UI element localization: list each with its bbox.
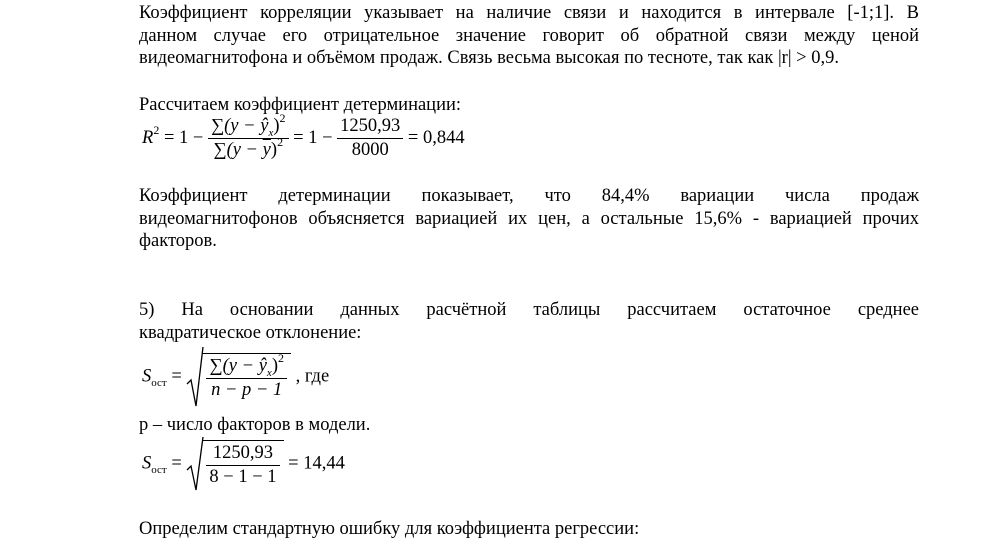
- formula-fraction: [206, 443, 279, 488]
- text-line: данном случае его отрицательное значение говорит об обратной связи между ценой: [139, 25, 919, 46]
- document-page: [139, 0, 919, 545]
- formula-r-squared: [142, 111, 465, 161]
- sqrt-body: [202, 440, 283, 488]
- numerator-subscript: x: [266, 367, 272, 379]
- fraction-numerator: [206, 351, 287, 379]
- formula-symbol: S: [142, 366, 152, 387]
- formula-sqrt: [186, 346, 291, 408]
- paragraph-residual-heading: [139, 299, 919, 344]
- text-line: видеомагнитофонов объясняется вариацией их цен, а остальные 15,6% - вариацией прочих: [139, 208, 919, 229]
- fraction-denominator: n − p − 1: [211, 380, 283, 400]
- denominator-superscript: 2: [277, 135, 284, 149]
- paragraph-determination-heading: [139, 94, 919, 117]
- fraction-numerator: 1250,93: [206, 443, 279, 466]
- text-line: Рассчитаем коэффициент детерминации:: [139, 95, 462, 115]
- formula-fraction-values: [337, 116, 403, 161]
- denominator-expression: ∑(y −: [213, 140, 263, 160]
- formula-sqrt: [186, 436, 283, 492]
- paragraph-determination-explanation: [139, 185, 919, 253]
- numerator-expression: ∑(y − ŷ: [209, 356, 267, 376]
- fraction-denominator: 8000: [351, 140, 389, 160]
- text-line: Коэффициент корреляции указывает на наличие связи и находится в интервале [-1;1]. В: [139, 3, 919, 23]
- text-line: 5) На основании данных расчётной таблицы рассчитаем остаточное среднее: [139, 300, 919, 320]
- text-line: Коэффициент детерминации показывает, что 84,4% вариации числа продаж: [139, 186, 919, 206]
- sqrt-body: [202, 353, 291, 401]
- formula-superscript: 2: [153, 122, 160, 137]
- formula-result: = 0,844: [407, 127, 465, 148]
- paragraph-standard-error-heading: [139, 518, 919, 541]
- text-line: факторов.: [139, 231, 217, 251]
- fraction-numerator: 1250,93: [337, 116, 403, 139]
- formula-residual-std-value: [142, 436, 345, 492]
- paragraph-factor-note: [139, 414, 919, 437]
- numerator-expression: ∑(y − ŷ: [210, 116, 269, 136]
- formula-symbol: R: [142, 127, 154, 148]
- paragraph-correlation: [139, 2, 919, 70]
- formula-operator: =: [171, 453, 182, 474]
- text-line: видеомагнитофона и объёмом продаж. Связь весьма высокая по тесноте, так как |r| > 0,9.: [139, 48, 839, 68]
- formula-symbol: S: [142, 453, 152, 474]
- numerator-paren: ): [273, 116, 280, 136]
- numerator-paren: ): [271, 356, 278, 376]
- numerator-superscript: 2: [279, 111, 286, 125]
- formula-operator: =: [171, 366, 182, 387]
- numerator-subscript: x: [268, 127, 274, 139]
- formula-fraction: [206, 351, 287, 401]
- text-line: p – число факторов в модели.: [139, 415, 371, 435]
- denominator-mean: $\overline{y}$: [262, 140, 271, 160]
- formula-subscript: ост: [151, 464, 167, 477]
- denominator-paren: ): [270, 140, 278, 160]
- numerator-superscript: 2: [277, 351, 284, 365]
- text-line: Определим стандартную ошибку для коэффициента регрессии:: [139, 519, 640, 539]
- formula-residual-std-general: [142, 346, 329, 408]
- formula-subscript: ост: [151, 377, 167, 390]
- text-line: квадратическое отклонение:: [139, 322, 362, 343]
- fraction-denominator: 8 − 1 − 1: [209, 467, 277, 487]
- formula-fraction: [208, 111, 289, 161]
- formula-tail: , где: [295, 366, 330, 387]
- formula-operator: = 1 −: [293, 127, 333, 148]
- formula-result: = 14,44: [288, 453, 345, 474]
- formula-operator: = 1 −: [163, 127, 204, 148]
- fraction-denominator: [208, 135, 289, 161]
